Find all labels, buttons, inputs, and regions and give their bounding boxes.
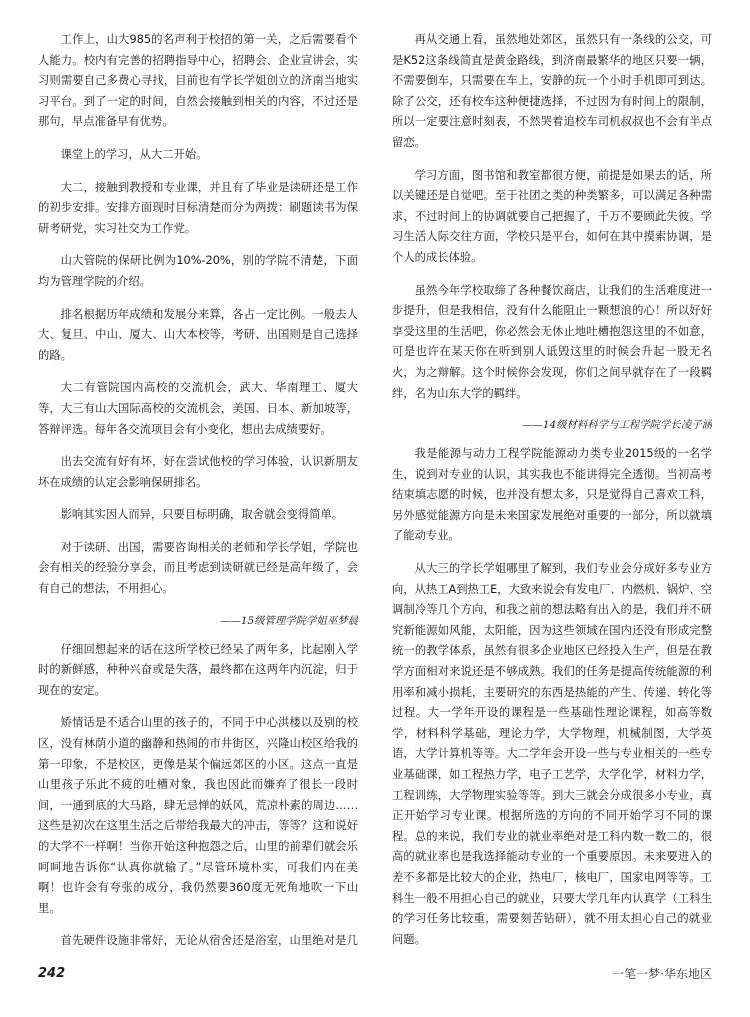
paragraph: 我是能源与动力工程学院能源动力类专业2015级的一名学生，说到对专业的认识，其实我也不能讲得完全透彻。当初高考结束填志愿的时候，也并没有想太多，只是觉得自己喜欢工科，另外感觉能源方向是未来国家发展绝对重要的一部分，所以就填了能动专业。 bbox=[392, 447, 712, 543]
paragraph: 大二，接触到教授和专业课，并且有了毕业是读研还是工作的初步安排。安排方面现时目标清楚而分为两拨：刷题读书为保研考研党，实习社交为工作党。 bbox=[38, 180, 358, 235]
paragraph: 山大管院的保研比例为10%-20%，别的学院不清楚，下面均为管理学院的介绍。 bbox=[38, 254, 358, 288]
paragraph: 大二有管院国内高校的交流机会，武大、华南理工、厦大等，大三有山大国际高校的交流机会，美国、日本、新加坡等，答辩评选。每年各交流项目会有小变化，想出去成绩要好。 bbox=[38, 381, 358, 436]
paragraph: 对于读研、出国，需要咨询相关的老师和学长学姐，学院也会有相关的经验分享会，而且考虑到读研就已经是高年级了，会有自己的想法，不用担心。 bbox=[38, 540, 358, 596]
paragraph: 再从交通上看，虽然地处郊区，虽然只有一条线的公交，可是K52这条线简直是黄金路线，到济南最繁华的地区只要一辆，不需要倒车，只需要在车上，安静的玩一个小时手机即可到达。除了公交，还有校车这种便捷选择，不过因为有时间上的限制，所以一定要注意时刻表，不然哭着追校车司机叔叔也不会有半点留恋。 bbox=[392, 33, 712, 149]
article-page bbox=[38, 30, 712, 955]
page-footer bbox=[38, 962, 712, 984]
paragraph: 出去交流有好有坏，好在尝试他校的学习体验，认识新朋友坏在成绩的认定会影响保研排名。 bbox=[38, 455, 358, 489]
right-column bbox=[392, 30, 712, 955]
paragraph: 排名根据历年成绩和发展分来算，各占一定比例。一般去人大、复旦、中山、厦大、山大本校等，考研、出国则是自己选择的路。 bbox=[38, 307, 358, 362]
book-title: 一笔一梦·华东地区 bbox=[612, 966, 712, 981]
paragraph: 影响其实因人而异，只要目标明确，取舍就会变得简单。 bbox=[60, 508, 344, 522]
left-column bbox=[38, 30, 358, 955]
author-signature: ——15级管理学院学姐巫梦晨 bbox=[220, 614, 358, 627]
paragraph: 工作上，山大985的名声利于校招的第一关，之后需要看个人能力。校内有完善的招聘指导中心，招聘会、企业宣讲会，实习则需要自己多费心寻找，目前也有学长学姐创立的济南当地实习平台。到了一定的时间，自然会接触到相关的内容，不过还是那句，早点准备早有优势。 bbox=[38, 33, 358, 129]
page-number: 242 bbox=[38, 965, 66, 981]
paragraph: 仔细回想起来的话在这所学校已经呆了两年多，比起刚入学时的新鲜感，种种兴奋或是失落，最终都在这两年内沉淀，归于现在的安定。 bbox=[38, 642, 358, 697]
author-signature: ——14级材料科学与工程学院学长凌子涵 bbox=[522, 419, 712, 432]
paragraph: 课堂上的学习，从大二开始。 bbox=[60, 147, 208, 161]
paragraph: 学习方面，图书馆和教室都很方便，前提是如果去的话，所以关键还是自觉吧。至于社团之类的种类繁多，可以满足各种需求，不过时间上的协调就要自己把握了，千万不要顾此失彼。学习生活人际交往方面，学校只是平台，如何在其中摸索协调，是个人的成长体验。 bbox=[392, 168, 712, 264]
paragraph: 矫情话是不适合山里的孩子的，不同于中心洪楼以及别的校区，没有林荫小道的幽静和热闹的市井街区，兴隆山校区给我的第一印象，不是校区，更像是某个偏远郊区的小区。这点一直是山里孩子乐此不疲的吐槽对象，我也因此而嫌弃了很长一段时间，一通到底的大马路，肆无忌惮的妖风，荒凉朴素的周边……这些是初次在这里生活之后带给我最大的冲击，等等？这和说好的大学不一样啊！当你开始这种抱怨之后，山里的前辈们就会乐呵呵地告诉你“认真你就输了。”尽管环境朴实，可我们内在美啊！也许会有夸张的成分，我仍然要360度无死角地吹一下山里。 bbox=[38, 716, 358, 915]
paragraph: 从大三的学长学姐哪里了解到，我们专业会分成好多专业方向，从热工A到热工E，大致来说会有发电厂、内燃机、锅炉、空调制冷等几个方向，和我之前的想法略有出入的是，我们并不研究新能源如风能，太阳能，因为这些领域在国内还没有形成完整统一的教学体系，虽然有很多企业地区已经投入生产，但是在教学方面相对来说还是不够成熟。我们的任务是提高传统能源的利用率和减小损耗，主要研究的东西是热能的产生、传递、转化等过程。大一学年开设的课程是一些基础性理论课程，如高等数学，材料科学基础，理论力学，大学物理，机械制图，大学英语，大学计算机等等。大二学年会开设一些与专业相关的一些专业基础课，如工程热力学，电子工艺学，大学化学，材料力学，工程训练，大学物理实验等等。到大三就会分成很多小专业，真正开始学习专业课。根据所选的方向的不同开始学习不同的课程。总的来说，我们专业的就业率绝对是工科内数一数二的，很高的就业率也是我选择能动专业的一个重要原因。未来要进入的差不多都是比较大的企业，热电厂，核电厂，国家电网等等。工科生一般不用担心自己的就业，只要大学几年内认真学（工科生的学习任务比较重，需要刻苦钻研），就不用太担心自己的就业问题。 bbox=[392, 562, 712, 946]
paragraph: 首先硬件设施非常好，无论从宿舍还是浴室，山里绝对是几 bbox=[60, 934, 358, 948]
paragraph: 虽然今年学校取缔了各种餐饮商店，让我们的生活难度进一步提升，但是我相信，没有什么能阻止一颗想浪的心！所以好好享受这里的生活吧，你必然会无休止地吐槽抱怨这里的不如意，可是也许在某天你在听到别人诋毁这里的时候会升起一股无名火，为之辩解。这个时候你会发现，你们之间早就存在了一段羁绊，名为山东大学的羁绊。 bbox=[392, 283, 712, 400]
